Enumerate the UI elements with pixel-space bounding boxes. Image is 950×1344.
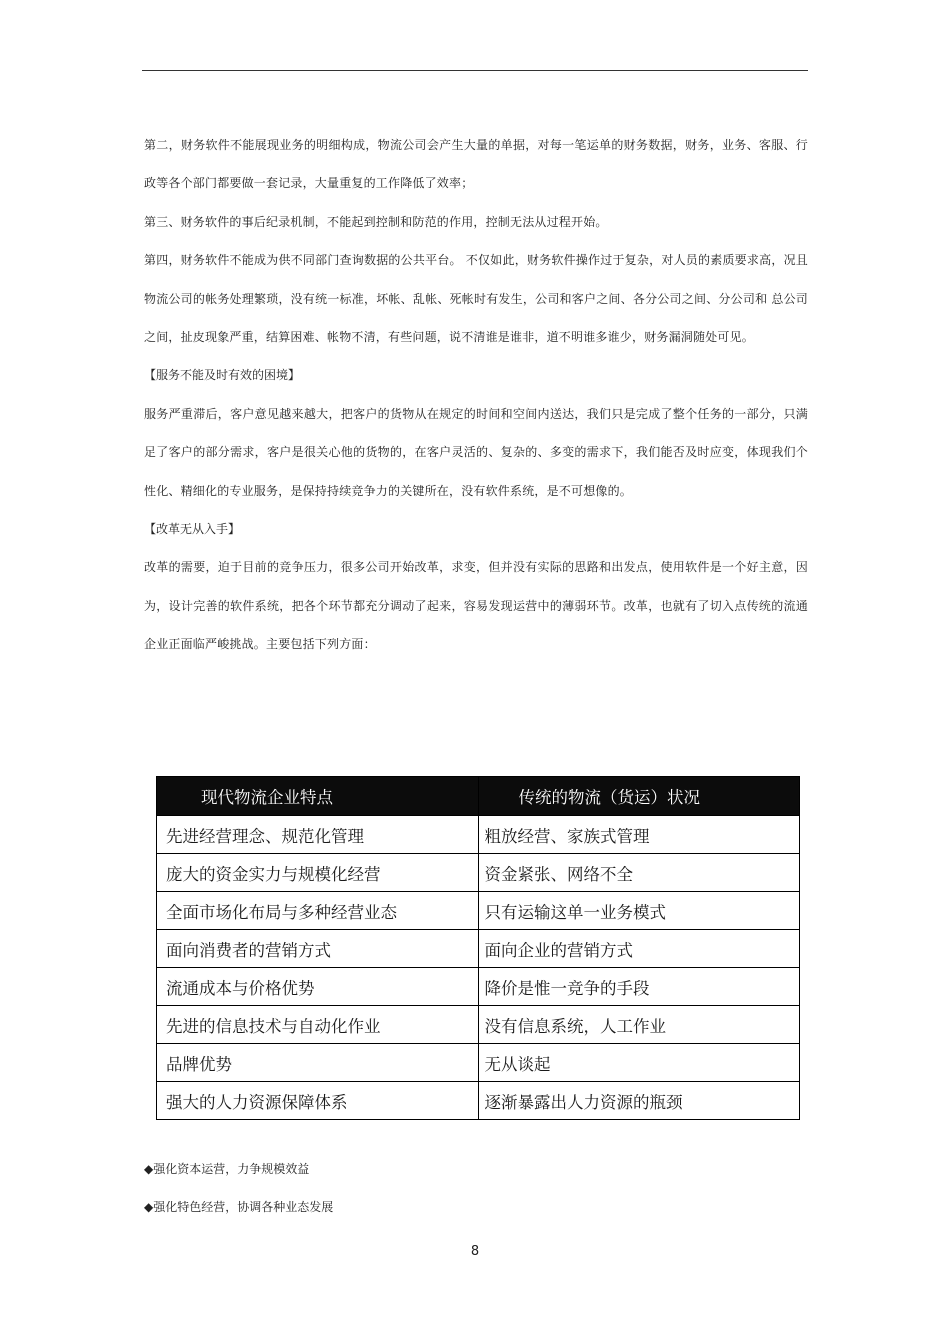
table-row [157, 1044, 800, 1082]
table-cell-traditional: 资金紧张、网络不全 [478, 854, 800, 892]
page-number: 8 [470, 1244, 480, 1259]
table-row [157, 1082, 800, 1120]
table-cell-traditional: 无从谈起 [478, 1044, 800, 1082]
paragraph-finance-detail: 第二，财务软件不能展现业务的明细构成，物流公司会产生大量的单据，对每一笔运单的财务数据，财务，业务、客服、行政等各个部门都要做一套记录，大量重复的工作降低了效率； [144, 138, 808, 191]
bullet-item-specialty: ◆强化特色经营，协调各种业态发展 [144, 1200, 334, 1215]
table-cell-traditional: 降价是惟一竞争的手段 [478, 968, 800, 1006]
table-cell-modern: 面向消费者的营销方式 [157, 930, 479, 968]
table-header-modern: 现代物流企业特点 [157, 777, 479, 816]
paragraph-finance-control: 第三、财务软件的事后纪录机制，不能起到控制和防范的作用，控制无法从过程开始。 [144, 214, 608, 229]
table-cell-traditional: 面向企业的营销方式 [478, 930, 800, 968]
paragraph-finance-platform: 第四，财务软件不能成为供不同部门查询数据的公共平台。 不仅如此，财务软件操作过于复杂，对人员的素质要求高，况且物流公司的帐务处理繁琐，没有统一标准，坏帐、乱帐、死帐时有发生，公司和客户之间、各分公司之间、分公司和 总公司之间，扯皮现象严重，结算困难、帐物不清，有些问题，说不清谁是谁非，道不明谁多谁少，财务漏洞随处可见。 [144, 253, 808, 345]
bullet-item-capital: ◆强化资本运营，力争规模效益 [144, 1162, 310, 1176]
table-row [157, 816, 800, 854]
bullet-list [144, 1150, 808, 1227]
table-cell-modern: 品牌优势 [157, 1044, 479, 1082]
header-rule [142, 70, 808, 71]
comparison-table-wrapper [156, 776, 800, 1120]
table-row [157, 854, 800, 892]
table-cell-traditional: 只有运输这单一业务模式 [478, 892, 800, 930]
table-row [157, 968, 800, 1006]
table-header-traditional: 传统的物流（货运）状况 [478, 777, 800, 816]
body-text [144, 126, 808, 664]
table-cell-traditional: 没有信息系统，人工作业 [478, 1006, 800, 1044]
table-cell-modern: 先进经营理念、规范化管理 [157, 816, 479, 854]
table-cell-modern: 流通成本与价格优势 [157, 968, 479, 1006]
section-heading-service: 【服务不能及时有效的困境】 [144, 368, 301, 383]
table-header-row [157, 777, 800, 816]
table-cell-traditional: 逐渐暴露出人力资源的瓶颈 [478, 1082, 800, 1120]
table-row [157, 892, 800, 930]
table-cell-modern: 全面市场化布局与多种经营业态 [157, 892, 479, 930]
table-cell-traditional: 粗放经营、家族式管理 [478, 816, 800, 854]
table-cell-modern: 强大的人力资源保障体系 [157, 1082, 479, 1120]
table-row [157, 930, 800, 968]
paragraph-reform: 改革的需要，迫于目前的竞争压力，很多公司开始改革，求变，但并没有实际的思路和出发点，使用软件是一个好主意，因为，设计完善的软件系统，把各个环节都充分调动了起来，容易发现运营中的薄弱环节。改革，也就有了切入点传统的流通企业正面临严峻挑战。主要包括下列方面： [144, 560, 808, 652]
table-cell-modern: 庞大的资金实力与规模化经营 [157, 854, 479, 892]
table-cell-modern: 先进的信息技术与自动化作业 [157, 1006, 479, 1044]
section-heading-reform: 【改革无从入手】 [144, 522, 241, 537]
paragraph-service: 服务严重滞后，客户意见越来越大，把客户的货物从在规定的时间和空间内送达，我们只是完成了整个任务的一部分，只满足了客户的部分需求，客户是很关心他的货物的，在客户灵活的、复杂的、多变的需求下，我们能否及时应变，体现我们个性化、精细化的专业服务，是保持持续竞争力的关键所在，没有软件系统，是不可想像的。 [144, 406, 808, 498]
comparison-table [156, 776, 800, 1120]
table-row [157, 1006, 800, 1044]
